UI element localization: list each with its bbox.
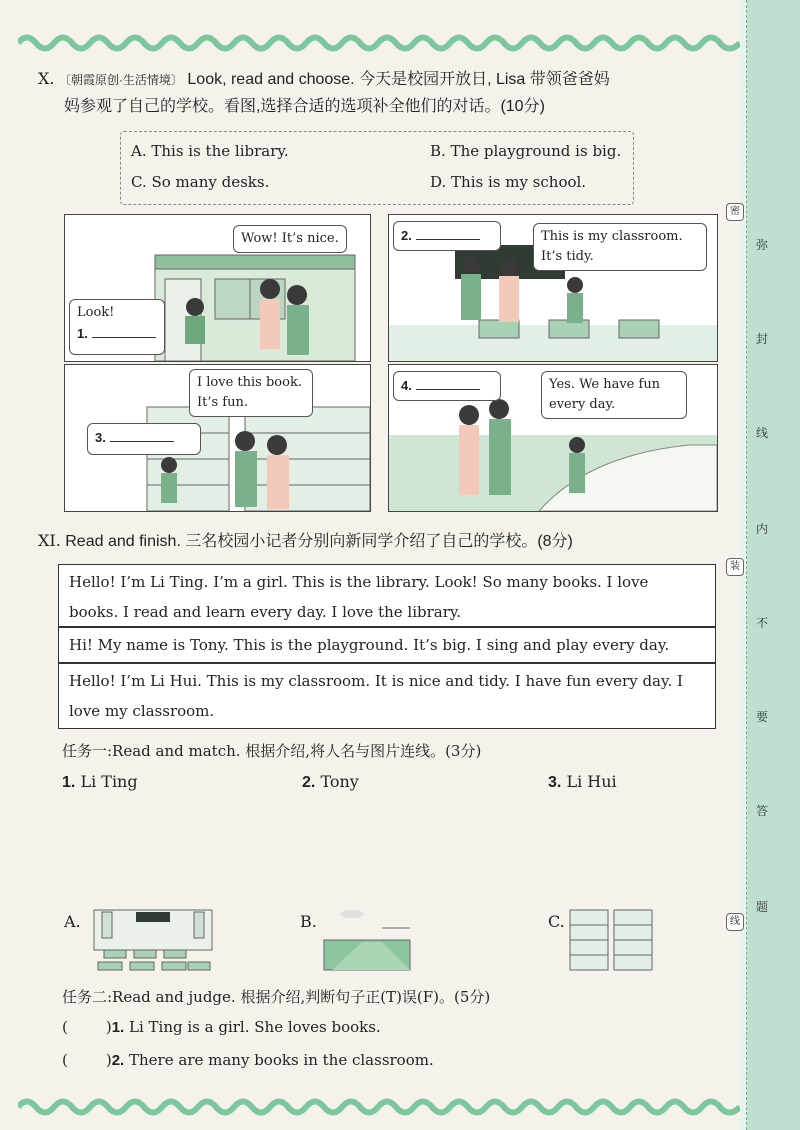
judge-item-2 [62, 1051, 434, 1069]
playground-picture [322, 906, 412, 976]
passage-line: Hi! My name is Tony. This is the playground. It’s big. I sing and play every day. [69, 636, 670, 654]
picture-panel-2 [388, 214, 718, 362]
bubble-line: every day. [549, 397, 616, 412]
judge-answer-2[interactable] [68, 1051, 106, 1065]
match-name-2 [302, 772, 359, 792]
judge-text: Li Ting is a girl. She loves books. [129, 1018, 381, 1036]
passage-line: Hello! I’m Li Hui. This is my classroom. It is nice and tidy. I have fun every day. I [69, 672, 683, 690]
judge-paren-close: ) [105, 1051, 112, 1069]
bottom-wave-border [18, 1094, 740, 1120]
judge-paren-open: ( [62, 1018, 68, 1036]
options-box [120, 131, 634, 205]
sidebar-char: 弥 [755, 238, 768, 252]
answer-blank-3[interactable] [110, 427, 174, 442]
classroom-picture [88, 906, 218, 976]
sidebar-mark-2: 装 [726, 558, 744, 576]
task-2-instruction: 任务二:Read and judge. 根据介绍,判断句子正(T)误(F)。(5分) [62, 988, 491, 1006]
blank-number-2: 2. [401, 228, 412, 243]
judge-number: 2. [111, 1052, 125, 1069]
pic-label-c: C. [548, 912, 565, 931]
match-name-text: Li Hui [566, 772, 617, 791]
picture-panel-1 [64, 214, 371, 362]
judge-text: There are many books in the classroom. [129, 1051, 434, 1069]
blank-number-3: 3. [95, 430, 106, 445]
passage-li-hui [58, 663, 716, 729]
speech-bubble-look [69, 299, 165, 355]
passage-tony [58, 627, 716, 663]
sidebar-char: 线 [755, 426, 768, 440]
answer-blank-2[interactable] [416, 225, 480, 240]
match-number: 1. [62, 774, 76, 791]
blank-number-4: 4. [401, 378, 412, 393]
library-picture [568, 906, 654, 976]
passage-line: Hello! I’m Li Ting. I’m a girl. This is the library. Look! So many books. I love [69, 573, 649, 591]
passage-li-ting [58, 564, 716, 627]
judge-paren-open: ( [62, 1051, 68, 1069]
bubble-line: It’s tidy. [541, 249, 594, 264]
section-10-instruction-1: Look, read and choose. 今天是校园开放日, Lisa 带领爸爸妈 [187, 71, 610, 88]
option-d: D. This is my school. [430, 173, 587, 191]
bubble-line: It’s fun. [197, 395, 248, 410]
blank-number-1: 1. [77, 326, 88, 341]
judge-item-1 [62, 1018, 381, 1036]
pic-label-b: B. [300, 912, 317, 931]
match-name-1 [62, 772, 138, 792]
section-10-heading [38, 66, 728, 93]
sidebar-mark-1: 密 [726, 203, 744, 221]
speech-bubble-2 [393, 221, 501, 251]
sidebar-char: 封 [755, 332, 768, 346]
picture-panel-4 [388, 364, 718, 512]
section-11-heading [38, 528, 728, 555]
speech-bubble-fun [541, 371, 687, 419]
sidebar-char: 不 [755, 616, 768, 630]
judge-paren-close: ) [105, 1018, 112, 1036]
speech-bubble-book [189, 369, 313, 417]
sidebar-char: 答 [755, 804, 768, 818]
section-11-instruction: Read and finish. 三名校园小记者分别向新同学介绍了自己的学校。(8分) [65, 533, 573, 550]
passage-line: books. I read and learn every day. I love the library. [69, 603, 462, 621]
sidebar-char: 要 [755, 710, 768, 724]
match-name-text: Tony [320, 772, 359, 791]
match-number: 3. [548, 774, 562, 791]
sidebar-char: 题 [755, 900, 768, 914]
match-name-text: Li Ting [80, 772, 138, 791]
option-b: B. The playground is big. [430, 142, 622, 160]
task-1-instruction: 任务一:Read and match. 根据介绍,将人名与图片连线。(3分) [62, 742, 482, 760]
sidebar-char: 内 [755, 522, 768, 536]
speech-bubble-3 [87, 423, 201, 455]
speech-bubble-classroom [533, 223, 707, 271]
picture-panel-3 [64, 364, 371, 512]
answer-blank-4[interactable] [416, 375, 480, 390]
match-name-3 [548, 772, 617, 792]
passage-line: love my classroom. [69, 702, 215, 720]
judge-answer-1[interactable] [68, 1018, 106, 1032]
answer-blank-1[interactable] [92, 323, 156, 338]
match-number: 2. [302, 774, 316, 791]
top-wave-border [18, 30, 740, 56]
bubble-line: Yes. We have fun [549, 377, 661, 392]
section-10-numeral: X. [38, 69, 55, 88]
look-text: Look! [77, 305, 115, 320]
bubble-line: This is my classroom. [541, 229, 683, 244]
speech-bubble-wow: Wow! It’s nice. [233, 225, 347, 253]
option-a: A. This is the library. [131, 142, 289, 160]
section-11-numeral: XI. [38, 531, 61, 550]
sidebar-mark-3: 线 [726, 913, 744, 931]
bubble-line: I love this book. [197, 375, 302, 390]
section-10-tag: 〔朝霞原创·生活情境〕 [58, 73, 183, 87]
pic-label-a: A. [64, 912, 81, 931]
judge-number: 1. [111, 1019, 125, 1036]
section-10-instruction-2: 妈参观了自己的学校。看图,选择合适的选项补全他们的对话。(10分) [64, 98, 545, 115]
speech-bubble-4 [393, 371, 501, 401]
binding-sidebar [740, 0, 800, 1130]
option-c: C. So many desks. [131, 173, 270, 191]
